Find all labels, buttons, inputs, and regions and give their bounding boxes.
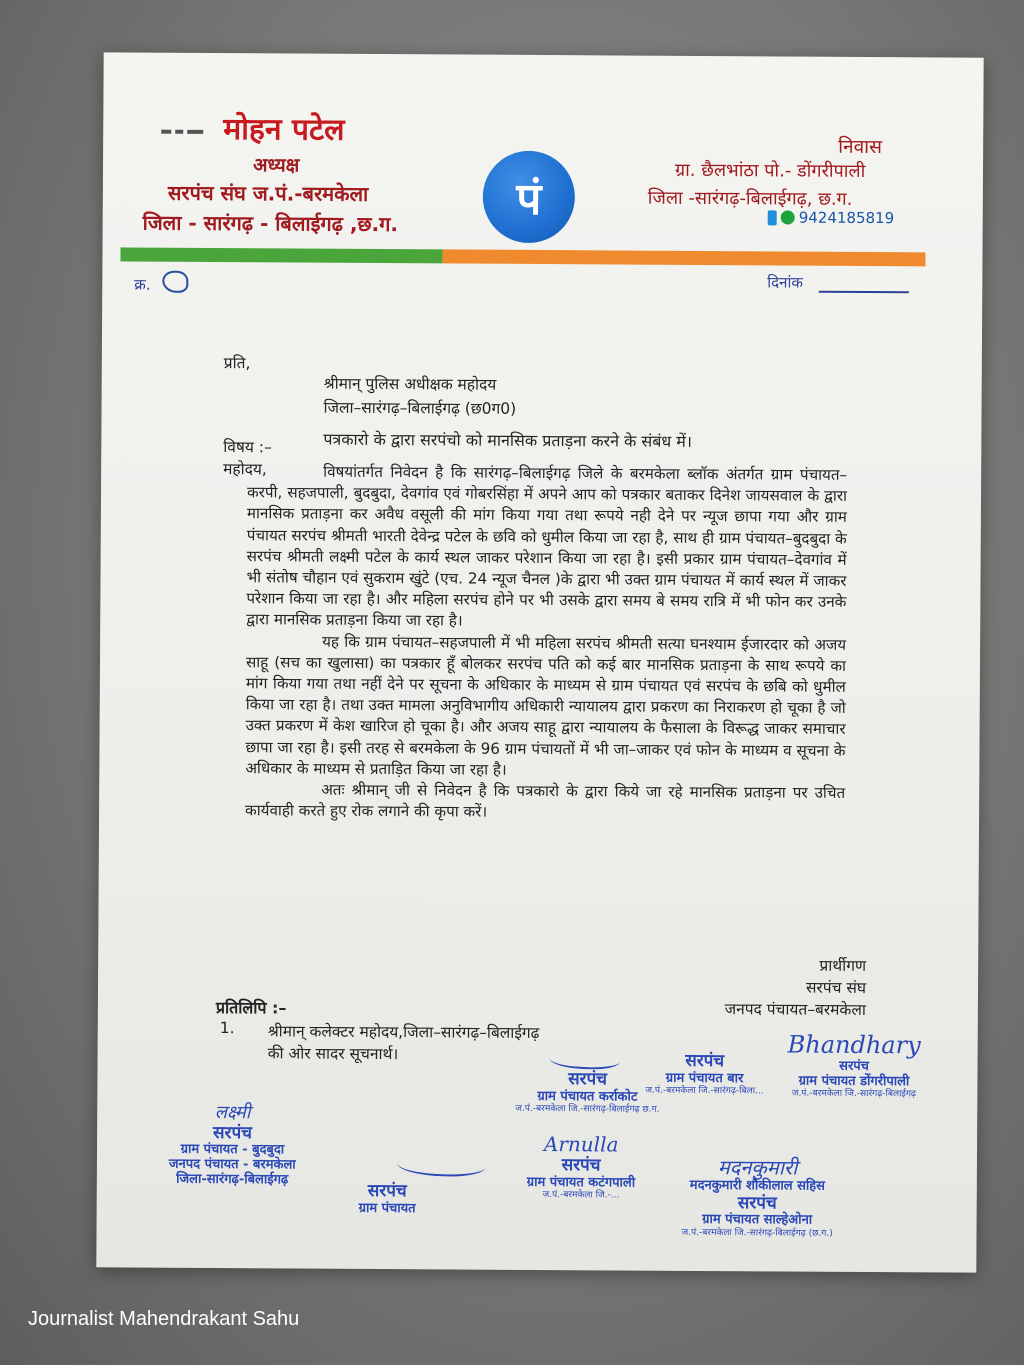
letterhead-dash-mark	[161, 121, 205, 141]
residence-address: ग्रा. छैलभांठा पो.- डोंगरीपाली	[674, 159, 866, 182]
letterhead-district: जिला - सारंगढ़ - बिलाईगढ़ ,छ.ग.	[142, 210, 399, 237]
signature-scribble-1	[550, 1051, 620, 1069]
strip-orange	[442, 249, 925, 266]
recipient-line-1: श्रीमान् पुलिस अधीक्षक महोदय	[323, 374, 497, 394]
recipient-prati: प्रति,	[223, 354, 251, 373]
logo-letter: पं	[516, 173, 542, 225]
letterhead-name: मोहन पटेल	[223, 112, 345, 148]
stamp-karrakot: सरपंच ग्राम पंचायत कर्राकोट ज.पं.-बरमकेला जि.-सारंगढ़-बिलाईगढ़ छ.ग.	[515, 1069, 660, 1116]
letter-body	[245, 461, 847, 825]
recipient-line-2: जिला–सारंगढ़–बिलाईगढ़ (छ0ग0)	[323, 398, 517, 418]
subject-text: पत्रकारो के द्वारा सरपंचो को मानसिक प्रताड़ना करने के संबंध में।	[323, 429, 693, 451]
phone-number: 9424185819	[798, 208, 895, 228]
letterhead-color-strip	[120, 247, 925, 266]
copy-line-1: श्रीमान् कलेक्टर महोदय,जिला–सारंगढ़–बिलाईगढ़	[267, 1022, 540, 1043]
date-handwritten-scribble	[818, 283, 912, 294]
body-paragraph-1: विषयांतर्गत निवेदन है कि सारंगढ़–बिलाईगढ़ जिले के बरमकेला ब्लॉक अंतर्गत ग्राम पंचायत–करपी, सहजपाली, बुदबुदा, देवगांव एवं गोबरसिंहा में अपने आप को पत्रकार बताकर दिनेश जायसवाल के द्वारा मानसिक प्रताड़ना कर अवैध वसूली की मांग किया गया तथा रूपये नही देने पर न्यूज छापा गया और ग्राम पंचायत सरपंच श्रीमती भारती देवेन्द्र पटेल के छवि को धुमील किया जा रहा है, साथ ही ग्राम पंचायत–बुदबुदा के सरपंच श्रीमती लक्ष्मी पटेल के कार्य स्थल जाकर परेशान किया जा रहा है। इसी प्रकार ग्राम पंचायत–देवगांव में भी संतोष चौहान एवं सुकराम खुंटे (एच. 24 न्यूज चैनल )के द्वारा भी उक्त ग्राम पंचायत में कार्य स्थल में जाकर परेशान किया जा रहा है। और महिला सरपंच होने पर भी उसके द्वारा समय बे समय रात्रि में भी फोन कर उनके द्वारा मानसिक प्रताड़ना किया जा रहा है।	[246, 462, 848, 630]
whatsapp-icon	[781, 210, 795, 224]
signoff-line-2: सरपंच संघ	[805, 978, 867, 997]
phone-line	[768, 208, 895, 227]
residence-title: निवास	[838, 135, 883, 159]
stamp-katangpali: Arnulla सरपंच ग्राम पंचायत कटंगपाली ज.पं.-बरमकेला जि.-...	[526, 1132, 636, 1201]
stamp-salheona: मदनकुमारी मदनकुमारी शौकीलाल सहिस सरपंच ग्राम पंचायत साल्हेओना ज.पं.-बरमकेला जि.-सारंगढ़-बिलाईगढ़ (छ.ग.)	[681, 1155, 833, 1240]
stamp-budbuda: लक्ष्मी सरपंच ग्राम पंचायत - बुदबुदा जनपद पंचायत - बरमकेला जिला-सारंगढ़-बिलाईगढ़	[168, 1102, 296, 1188]
body-paragraph-3: अतः श्रीमान् जी से निवेदन है कि पत्रकारो के द्वारा किये जा रहे मानसिक प्रताड़ना पर उचित कार्यवाही करते हुए रोक लगाने की कृपा करें।	[245, 780, 846, 821]
strip-green	[120, 247, 442, 263]
copy-number: 1.	[219, 1019, 235, 1038]
signoff-block	[725, 954, 867, 1021]
stamp-bar: सरपंच ग्राम पंचायत बार ज.पं.-बरमकेला जि.-सारंगढ़-बिला...	[645, 1050, 764, 1097]
copy-heading: प्रतिलिपि :–	[215, 998, 287, 1018]
copy-line-2: की ओर सादर सूचनार्थ।	[267, 1044, 399, 1064]
letterhead-role: अध्यक्ष	[252, 154, 300, 177]
signature-scribble-2	[397, 1154, 485, 1177]
reference-label: क्र.	[134, 275, 151, 294]
photo-credit-watermark: Journalist Mahendrakant Sahu	[28, 1308, 300, 1330]
stamp-dongripali: Bhandhary सरपंच ग्राम पंचायत डोंगरीपाली ज.पं.-बरमकेला जि.-सारंगढ़-बिलाईगढ़	[787, 1030, 921, 1100]
salutation: महोदय,	[223, 460, 267, 479]
stamp-gram-panchayat: सरपंच ग्राम पंचायत	[358, 1180, 416, 1216]
panchayat-logo	[483, 151, 576, 244]
date-label: दिनांक	[767, 273, 803, 292]
residence-district: जिला -सारंगढ़-बिलाईगढ़, छ.ग.	[647, 187, 853, 210]
letterhead-org: सरपंच संघ ज.पं.-बरमकेला	[167, 180, 369, 206]
subject-label: विषय :–	[223, 438, 272, 457]
reference-initials-scribble	[162, 271, 188, 293]
signoff-line-3: जनपद पंचायत–बरमकेला	[724, 1000, 866, 1019]
mobile-phone-icon	[768, 210, 777, 225]
signoff-line-1: प्रार्थीगण	[819, 956, 867, 975]
letter-page	[96, 52, 983, 1272]
body-paragraph-2: यह कि ग्राम पंचायत–सहजपाली में भी महिला सरपंच श्रीमती सत्या घनश्याम ईजारदार को अजय साहू (सच का खुलासा) का पत्रकार हूँ बोलकर सरपंच पति को कई बार मानसिक प्रताड़ना के साथ रूपये का मांग किया गया तथा नहीं देने पर सूचना के अधिकार के माध्यम से ग्राम पंचायत एवं सरपंच के छबि को धुमील किया जा रहा है। तथा उक्त मामला अनुविभागीय अधिकारी न्यायालय द्वारा प्रकरण का निराकरण हो चूका है जो उक्त प्रकरण में केश खारिज हो चूका है। और अजय साहू द्वारा न्यायालय के फैसाला के विरूद्ध जाकर समाचार छापा जा रहा है। इसी तरह से बरमकेला के 96 ग्राम पंचायतों में भी जा–जाकर एवं फोन के माध्यम व सूचना के अधिकार के माध्यम से प्रताड़ित किया जा रहा है।	[245, 632, 847, 779]
